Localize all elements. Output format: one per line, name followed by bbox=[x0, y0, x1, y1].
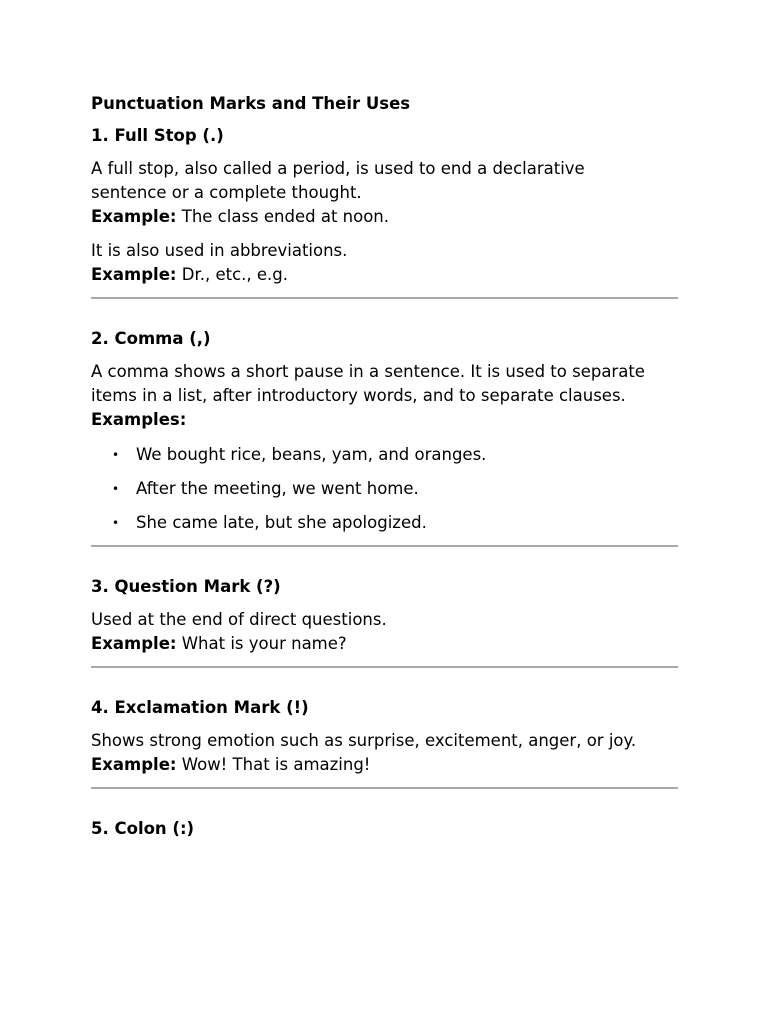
section-divider bbox=[91, 787, 678, 789]
paragraph-text: Shows strong emotion such as surprise, excitement, anger, or joy. bbox=[91, 731, 637, 750]
section-divider bbox=[91, 666, 678, 668]
section-exclamation-mark bbox=[91, 697, 678, 789]
section-divider bbox=[91, 545, 678, 547]
bullet-icon: • bbox=[112, 482, 120, 496]
example-text: Dr., etc., e.g. bbox=[176, 265, 288, 284]
list-item-text: After the meeting, we went home. bbox=[136, 479, 419, 498]
examples-label: Examples: bbox=[91, 410, 187, 429]
section-heading: 4. Exclamation Mark (!) bbox=[91, 698, 309, 717]
example-text: Wow! That is amazing! bbox=[176, 755, 371, 774]
section-heading: 5. Colon (:) bbox=[91, 819, 195, 838]
section-paragraph bbox=[91, 157, 631, 229]
paragraph-text: It is also used in abbreviations. bbox=[91, 241, 348, 260]
section-comma bbox=[91, 328, 678, 547]
section-question-mark bbox=[91, 576, 678, 668]
list-item-text: We bought rice, beans, yam, and oranges. bbox=[136, 445, 487, 464]
section-divider bbox=[91, 297, 678, 299]
bullet-icon: • bbox=[112, 448, 120, 462]
examples-list bbox=[91, 443, 678, 535]
list-item bbox=[112, 477, 678, 501]
list-item-text: She came late, but she apologized. bbox=[136, 513, 427, 532]
section-paragraph bbox=[91, 239, 678, 287]
section-paragraph bbox=[91, 608, 678, 656]
section-paragraph bbox=[91, 360, 681, 432]
section-heading: 3. Question Mark (?) bbox=[91, 577, 281, 596]
list-item bbox=[112, 443, 678, 467]
example-label: Example: bbox=[91, 265, 177, 284]
paragraph-text: A comma shows a short pause in a sentence. It is used to separate items in a list, after introductory words, and to separate clauses. bbox=[91, 362, 645, 405]
section-heading: 1. Full Stop (.) bbox=[91, 126, 224, 145]
list-item bbox=[112, 511, 678, 535]
example-text: The class ended at noon. bbox=[176, 207, 390, 226]
section-colon bbox=[91, 818, 678, 840]
paragraph-text: A full stop, also called a period, is used to end a declarative sentence or a complete thought. bbox=[91, 159, 585, 202]
example-text: What is your name? bbox=[176, 634, 347, 653]
bullet-icon: • bbox=[112, 516, 120, 530]
document-title: Punctuation Marks and Their Uses bbox=[91, 94, 411, 113]
section-paragraph bbox=[91, 729, 678, 777]
paragraph-text: Used at the end of direct questions. bbox=[91, 610, 387, 629]
example-label: Example: bbox=[91, 755, 177, 774]
section-full-stop bbox=[91, 125, 678, 299]
example-label: Example: bbox=[91, 207, 177, 226]
example-label: Example: bbox=[91, 634, 177, 653]
section-heading: 2. Comma (,) bbox=[91, 329, 211, 348]
